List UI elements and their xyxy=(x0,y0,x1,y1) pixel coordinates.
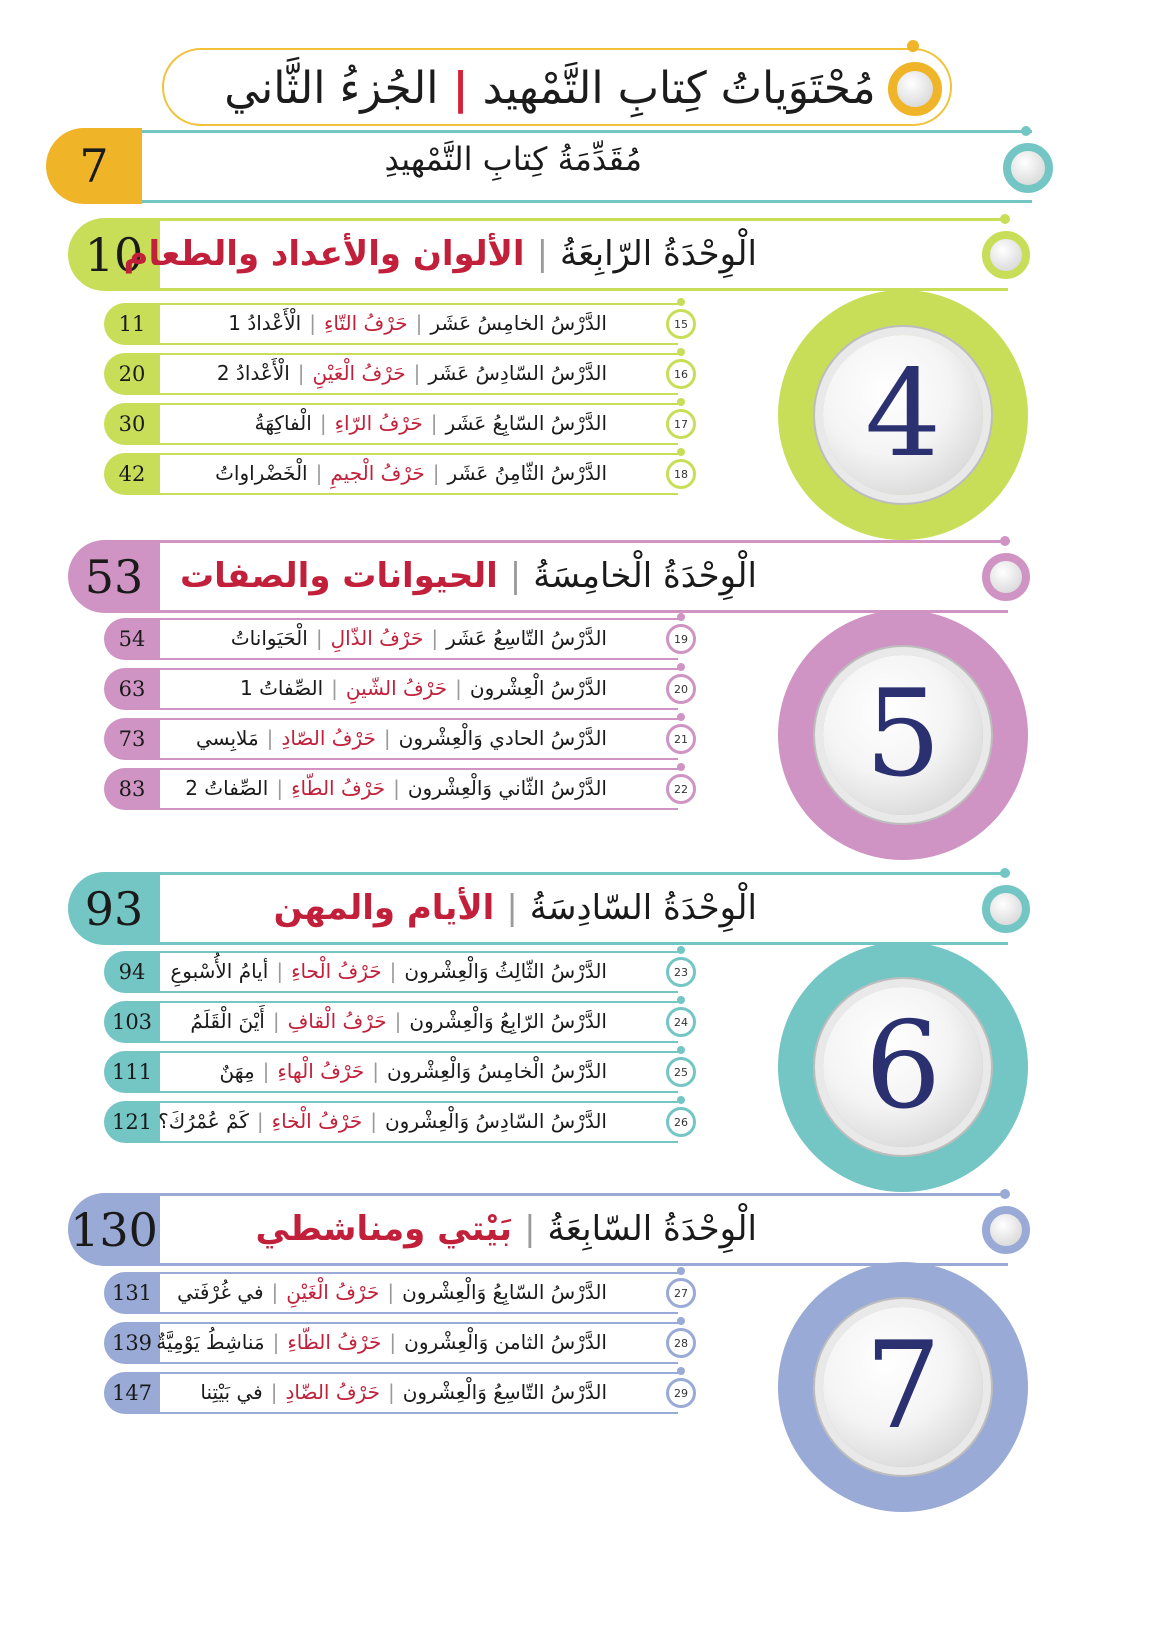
unit-number-disc xyxy=(823,655,983,815)
lesson-number: 26 xyxy=(674,1115,688,1129)
title-separator: | xyxy=(452,63,469,114)
lesson-topic: في غُرْفَتي xyxy=(177,1280,264,1304)
lesson-page-pill[interactable] xyxy=(104,618,160,660)
lesson-entry[interactable] xyxy=(170,959,607,983)
lesson-line-top xyxy=(158,1051,678,1053)
lesson-page-pill[interactable] xyxy=(104,668,160,710)
lesson-page-pill[interactable] xyxy=(104,718,160,760)
lesson-letter: حَرْفُ الْهاءِ xyxy=(277,1059,365,1083)
unit-theme: الألوان والأعداد والطعام xyxy=(123,234,525,274)
lesson-page-pill[interactable] xyxy=(104,353,160,395)
unit-label: الْوِحْدَةُ السّابِعَةُ xyxy=(547,1209,757,1249)
intro-line-bottom xyxy=(142,200,1032,203)
lesson-page-pill[interactable] xyxy=(104,1001,160,1043)
lesson-dot-icon xyxy=(677,663,685,671)
lesson-line-bottom xyxy=(158,1141,678,1143)
lesson-separator: | xyxy=(272,1330,280,1354)
lesson-number: 19 xyxy=(674,632,688,646)
lesson-topic: الصِّفاتُ 2 xyxy=(185,776,269,800)
unit-line-top xyxy=(158,540,1008,543)
lesson-line-bottom xyxy=(158,1091,678,1093)
lesson-entry[interactable] xyxy=(228,311,607,335)
unit-line-top xyxy=(158,1193,1008,1196)
lesson-title: الدَّرْسُ الثامن وَالْعِشْرون xyxy=(404,1330,607,1354)
lesson-line-bottom xyxy=(158,708,678,710)
lesson-number-badge xyxy=(666,624,696,654)
lesson-title: الدَّرْسُ الْخامِسُ وَالْعِشْرون xyxy=(387,1059,607,1083)
lesson-title: الدَّرْسُ الثّاني وَالْعِشْرون xyxy=(407,776,607,800)
lesson-separator: | xyxy=(383,726,391,750)
lesson-title: الدَّرْسُ الْعِشْرون xyxy=(469,676,607,700)
unit-theme: الأيام والمهن xyxy=(273,888,495,928)
intro-page-number: 7 xyxy=(79,139,109,193)
lesson-number: 22 xyxy=(674,782,688,796)
lesson-entry[interactable] xyxy=(215,461,607,485)
lesson-separator: | xyxy=(315,461,323,485)
page-title xyxy=(200,52,900,126)
intro-ring-icon xyxy=(1003,143,1053,193)
lesson-separator: | xyxy=(297,361,305,385)
lesson-number: 28 xyxy=(674,1336,688,1350)
lesson-title: الدَّرْسُ الخامِسُ عَشَر xyxy=(430,311,607,335)
unit-number: 4 xyxy=(864,345,942,484)
unit-page-number: 93 xyxy=(84,881,144,936)
unit-dot-icon xyxy=(1000,536,1010,546)
lesson-letter: حَرْفُ الرّاءِ xyxy=(334,411,423,435)
lesson-dot-icon xyxy=(677,1317,685,1325)
lesson-separator: | xyxy=(413,361,421,385)
lesson-separator: | xyxy=(272,1009,280,1033)
lesson-number-badge xyxy=(666,309,696,339)
lesson-page-pill[interactable] xyxy=(104,1322,160,1364)
lesson-topic: الْفاكِهَةُ xyxy=(254,411,312,435)
lesson-separator: | xyxy=(389,959,397,983)
intro-dot-icon xyxy=(1021,126,1031,136)
lesson-letter: حَرْفُ الشّينِ xyxy=(345,676,448,700)
lesson-page-number: 83 xyxy=(118,777,146,801)
lesson-page-number: 103 xyxy=(111,1010,153,1034)
lesson-entry[interactable] xyxy=(254,411,607,435)
lesson-topic: كَمْ عُمْرُكَ؟ xyxy=(158,1109,249,1133)
lesson-dot-icon xyxy=(677,763,685,771)
lesson-letter: حَرْفُ الظّاءِ xyxy=(287,1330,382,1354)
lesson-separator: | xyxy=(430,411,438,435)
unit-page-pill[interactable] xyxy=(68,872,160,945)
lesson-entry[interactable] xyxy=(190,1009,607,1033)
lesson-letter: حَرْفُ الصّادِ xyxy=(281,726,376,750)
lesson-entry[interactable] xyxy=(217,361,607,385)
lesson-number-badge xyxy=(666,724,696,754)
lesson-separator: | xyxy=(309,311,316,335)
lesson-number-badge xyxy=(666,1057,696,1087)
lesson-dot-icon xyxy=(677,1267,685,1275)
lesson-page-number: 11 xyxy=(118,312,146,336)
unit-title[interactable] xyxy=(256,1209,757,1249)
lesson-number: 15 xyxy=(674,317,688,331)
page-title-part: الجُزءُ الثَّاني xyxy=(224,63,439,114)
lesson-line-bottom xyxy=(158,758,678,760)
lesson-dot-icon xyxy=(677,1096,685,1104)
lesson-number-badge xyxy=(666,409,696,439)
lesson-separator: | xyxy=(393,776,400,800)
lesson-dot-icon xyxy=(677,1046,685,1054)
unit-ring-icon xyxy=(982,885,1030,933)
lesson-topic: في بَيْتِنا xyxy=(200,1380,263,1404)
lesson-page-number: 147 xyxy=(111,1381,153,1405)
unit-line-top xyxy=(158,872,1008,875)
lesson-title: الدَّرْسُ السّابِعُ عَشَر xyxy=(445,411,607,435)
lesson-line-top xyxy=(158,951,678,953)
lesson-entry[interactable] xyxy=(185,776,607,800)
lesson-separator: | xyxy=(370,1109,377,1133)
lesson-topic: الْخَضْراواتُ xyxy=(215,461,308,485)
unit-number-circle xyxy=(778,1262,1028,1512)
lesson-page-number: 54 xyxy=(118,627,146,651)
unit-ring-icon xyxy=(982,1206,1030,1254)
unit-number-disc xyxy=(823,1307,983,1467)
lesson-dot-icon xyxy=(677,1367,685,1375)
lesson-page-pill[interactable] xyxy=(104,768,160,810)
lesson-page-number: 30 xyxy=(118,412,146,436)
lesson-number: 27 xyxy=(674,1286,688,1300)
unit-label: الْوِحْدَةُ الرّابِعَةُ xyxy=(560,234,757,274)
lesson-line-bottom xyxy=(158,343,678,345)
lesson-letter: حَرْفُ الْحاءِ xyxy=(291,959,382,983)
lesson-page-pill[interactable] xyxy=(104,1101,160,1143)
lesson-title: الدَّرْسُ السّادِسُ وَالْعِشْرون xyxy=(384,1109,607,1133)
unit-page-number: 130 xyxy=(70,1202,158,1257)
unit-label: الْوِحْدَةُ السّادِسَةُ xyxy=(529,888,757,928)
lesson-number: 18 xyxy=(674,467,688,481)
unit-label: الْوِحْدَةُ الْخامِسَةُ xyxy=(533,556,757,596)
unit-page-pill[interactable] xyxy=(68,540,160,613)
lesson-page-number: 94 xyxy=(118,960,146,984)
unit-dot-icon xyxy=(1000,868,1010,878)
unit-page-number: 10 xyxy=(84,227,144,282)
lesson-line-bottom xyxy=(158,658,678,660)
lesson-page-number: 111 xyxy=(111,1060,153,1084)
lesson-number: 17 xyxy=(674,417,688,431)
lesson-dot-icon xyxy=(677,946,685,954)
unit-number-circle xyxy=(778,942,1028,1192)
lesson-separator: | xyxy=(276,959,284,983)
unit-title-separator: | xyxy=(506,888,518,928)
lesson-page-number: 63 xyxy=(118,677,146,701)
lesson-separator: | xyxy=(276,776,284,800)
title-dot-icon xyxy=(907,40,919,52)
lesson-line-bottom xyxy=(158,493,678,495)
lesson-entry[interactable] xyxy=(177,1280,607,1304)
lesson-line-top xyxy=(158,1001,678,1003)
lesson-number-badge xyxy=(666,674,696,704)
lesson-page-number: 42 xyxy=(118,462,146,486)
lesson-number: 23 xyxy=(674,965,688,979)
unit-theme: الحيوانات والصفات xyxy=(180,556,498,596)
lesson-separator: | xyxy=(256,1109,264,1133)
unit-number-circle xyxy=(778,610,1028,860)
unit-page-pill[interactable] xyxy=(68,1193,160,1266)
lesson-dot-icon xyxy=(677,348,685,356)
lesson-number: 16 xyxy=(674,367,688,381)
unit-number: 6 xyxy=(864,997,942,1136)
lesson-separator: | xyxy=(431,626,439,650)
lesson-separator: | xyxy=(387,1280,395,1304)
lesson-separator: | xyxy=(387,1380,395,1404)
intro-line-top xyxy=(142,130,1032,133)
lesson-letter: حَرْفُ الْجيمِ xyxy=(330,461,425,485)
lesson-title: الدَّرْسُ التّاسِعُ عَشَر xyxy=(446,626,607,650)
lesson-line-bottom xyxy=(158,1041,678,1043)
lesson-topic: الْأَعْدادُ 2 xyxy=(216,361,290,385)
lesson-page-number: 131 xyxy=(111,1281,153,1305)
lesson-topic: مَلابِسي xyxy=(195,726,259,750)
lesson-dot-icon xyxy=(677,713,685,721)
lesson-entry[interactable] xyxy=(196,726,607,750)
lesson-separator: | xyxy=(372,1059,380,1083)
lesson-title: الدَّرْسُ الثّالِثُ وَالْعِشْرون xyxy=(404,959,607,983)
lesson-line-top xyxy=(158,768,678,770)
lesson-number-badge xyxy=(666,359,696,389)
lesson-entry[interactable] xyxy=(231,626,607,650)
lesson-dot-icon xyxy=(677,398,685,406)
lesson-separator: | xyxy=(315,626,323,650)
lesson-line-bottom xyxy=(158,1362,678,1364)
lesson-topic: الْحَيَواناتُ xyxy=(230,626,308,650)
lesson-letter: حَرْفُ الطّاءِ xyxy=(291,776,386,800)
unit-theme: بَيْتي ومناشطي xyxy=(255,1209,513,1249)
unit-ring-icon xyxy=(982,553,1030,601)
unit-title[interactable] xyxy=(274,888,757,928)
lesson-title: الدَّرْسُ التّاسِعُ وَالْعِشْرون xyxy=(402,1380,607,1404)
lesson-page-pill[interactable] xyxy=(104,1051,160,1093)
unit-title[interactable] xyxy=(180,556,757,596)
unit-dot-icon xyxy=(1000,214,1010,224)
lesson-title: الدَّرْسُ الحادي وَالْعِشْرون xyxy=(398,726,607,750)
lesson-line-bottom xyxy=(158,393,678,395)
lesson-line-top xyxy=(158,718,678,720)
unit-number: 7 xyxy=(864,1317,942,1456)
lesson-letter: حَرْفُ الْغَيْنِ xyxy=(286,1280,380,1304)
lesson-entry[interactable] xyxy=(220,1059,608,1083)
lesson-page-pill[interactable] xyxy=(104,303,160,345)
lesson-page-pill[interactable] xyxy=(104,453,160,495)
unit-number-disc xyxy=(823,335,983,495)
unit-number-disc xyxy=(823,987,983,1147)
lesson-number: 24 xyxy=(674,1015,688,1029)
lesson-page-pill[interactable] xyxy=(104,951,160,993)
lesson-line-bottom xyxy=(158,443,678,445)
unit-title[interactable] xyxy=(124,234,757,274)
unit-number: 5 xyxy=(864,665,942,804)
lesson-letter: حَرْفُ الضّادِ xyxy=(285,1380,380,1404)
lesson-separator: | xyxy=(262,1059,270,1083)
lesson-separator: | xyxy=(432,461,440,485)
lesson-title: الدَّرْسُ السّابِعُ وَالْعِشْرون xyxy=(402,1280,607,1304)
lesson-page-pill[interactable] xyxy=(104,403,160,445)
lesson-separator: | xyxy=(455,676,462,700)
lesson-letter: حَرْفُ التّاءِ xyxy=(323,311,408,335)
lesson-dot-icon xyxy=(677,613,685,621)
lesson-line-top xyxy=(158,668,678,670)
lesson-line-top xyxy=(158,453,678,455)
lesson-page-pill[interactable] xyxy=(104,1272,160,1314)
lesson-number-badge xyxy=(666,774,696,804)
lesson-line-bottom xyxy=(158,1312,678,1314)
intro-page-pill[interactable] xyxy=(46,128,142,204)
lesson-title: الدَّرْسُ الثّامِنُ عَشَر xyxy=(447,461,607,485)
unit-ring-icon xyxy=(982,231,1030,279)
lesson-topic: مَناشِطُ يَوْمِيَّةٌ xyxy=(156,1330,265,1354)
lesson-entry[interactable] xyxy=(158,1109,607,1133)
lesson-letter: حَرْفُ الْعَيْنِ xyxy=(312,361,406,385)
lesson-line-bottom xyxy=(158,991,678,993)
lesson-line-top xyxy=(158,1101,678,1103)
lesson-separator: | xyxy=(270,1380,278,1404)
unit-title-separator: | xyxy=(524,1209,536,1249)
lesson-page-number: 139 xyxy=(111,1331,153,1355)
unit-title-separator: | xyxy=(509,556,522,596)
lesson-separator: | xyxy=(331,676,338,700)
lesson-line-top xyxy=(158,1372,678,1374)
lesson-letter: حَرْفُ الذّالِ xyxy=(330,626,424,650)
page-title-main: مُحْتَوَياتُ كِتابِ التَّمْهيد xyxy=(482,63,876,114)
unit-title-separator: | xyxy=(536,234,549,274)
lesson-page-pill[interactable] xyxy=(104,1372,160,1414)
lesson-separator: | xyxy=(415,311,423,335)
lesson-page-number: 73 xyxy=(118,727,146,751)
lesson-line-top xyxy=(158,303,678,305)
lesson-dot-icon xyxy=(677,996,685,1004)
lesson-entry[interactable] xyxy=(200,1380,607,1404)
unit-page-number: 53 xyxy=(84,549,144,604)
lesson-separator: | xyxy=(394,1009,402,1033)
lesson-entry[interactable] xyxy=(240,676,607,700)
lesson-number-badge xyxy=(666,957,696,987)
lesson-topic: الصِّفاتُ 1 xyxy=(240,676,324,700)
lesson-separator: | xyxy=(319,411,327,435)
lesson-number: 29 xyxy=(674,1386,688,1400)
lesson-number-badge xyxy=(666,1007,696,1037)
lesson-line-top xyxy=(158,618,678,620)
lesson-dot-icon xyxy=(677,448,685,456)
lesson-page-number: 121 xyxy=(111,1110,153,1134)
lesson-title: الدَّرْسُ الرّابِعُ وَالْعِشْرون xyxy=(409,1009,607,1033)
unit-line-top xyxy=(158,218,1008,221)
unit-number-circle xyxy=(778,290,1028,540)
lesson-line-top xyxy=(158,403,678,405)
intro-label[interactable]: مُقَدِّمَةُ كِتابِ التَّمْهيدِ xyxy=(384,140,642,178)
lesson-letter: حَرْفُ الْخاءِ xyxy=(271,1109,363,1133)
lesson-line-top xyxy=(158,353,678,355)
lesson-number: 25 xyxy=(674,1065,688,1079)
unit-dot-icon xyxy=(1000,1189,1010,1199)
lesson-topic: أيامُ الأُسْبوعِ xyxy=(170,959,269,983)
lesson-separator: | xyxy=(266,726,274,750)
lesson-line-top xyxy=(158,1322,678,1324)
unit-line-bottom xyxy=(158,288,1008,291)
lesson-page-number: 20 xyxy=(118,362,146,386)
lesson-number-badge xyxy=(666,1378,696,1408)
lesson-line-bottom xyxy=(158,808,678,810)
lesson-topic: الْأَعْدادُ 1 xyxy=(228,311,302,335)
lesson-line-bottom xyxy=(158,1412,678,1414)
lesson-number: 21 xyxy=(674,732,688,746)
lesson-number-badge xyxy=(666,1107,696,1137)
lesson-separator: | xyxy=(271,1280,279,1304)
lesson-letter: حَرْفُ الْقافِ xyxy=(287,1009,387,1033)
lesson-separator: | xyxy=(389,1330,397,1354)
lesson-number-badge xyxy=(666,459,696,489)
lesson-line-top xyxy=(158,1272,678,1274)
lesson-entry[interactable] xyxy=(156,1330,607,1354)
lesson-topic: أَيْنَ الْقَلَمُ xyxy=(190,1009,265,1033)
lesson-topic: مِهَنٌ xyxy=(219,1059,255,1083)
lesson-number-badge xyxy=(666,1278,696,1308)
lesson-number-badge xyxy=(666,1328,696,1358)
lesson-title: الدَّرْسُ السّادِسُ عَشَر xyxy=(428,361,607,385)
lesson-number: 20 xyxy=(674,682,688,696)
lesson-dot-icon xyxy=(677,298,685,306)
